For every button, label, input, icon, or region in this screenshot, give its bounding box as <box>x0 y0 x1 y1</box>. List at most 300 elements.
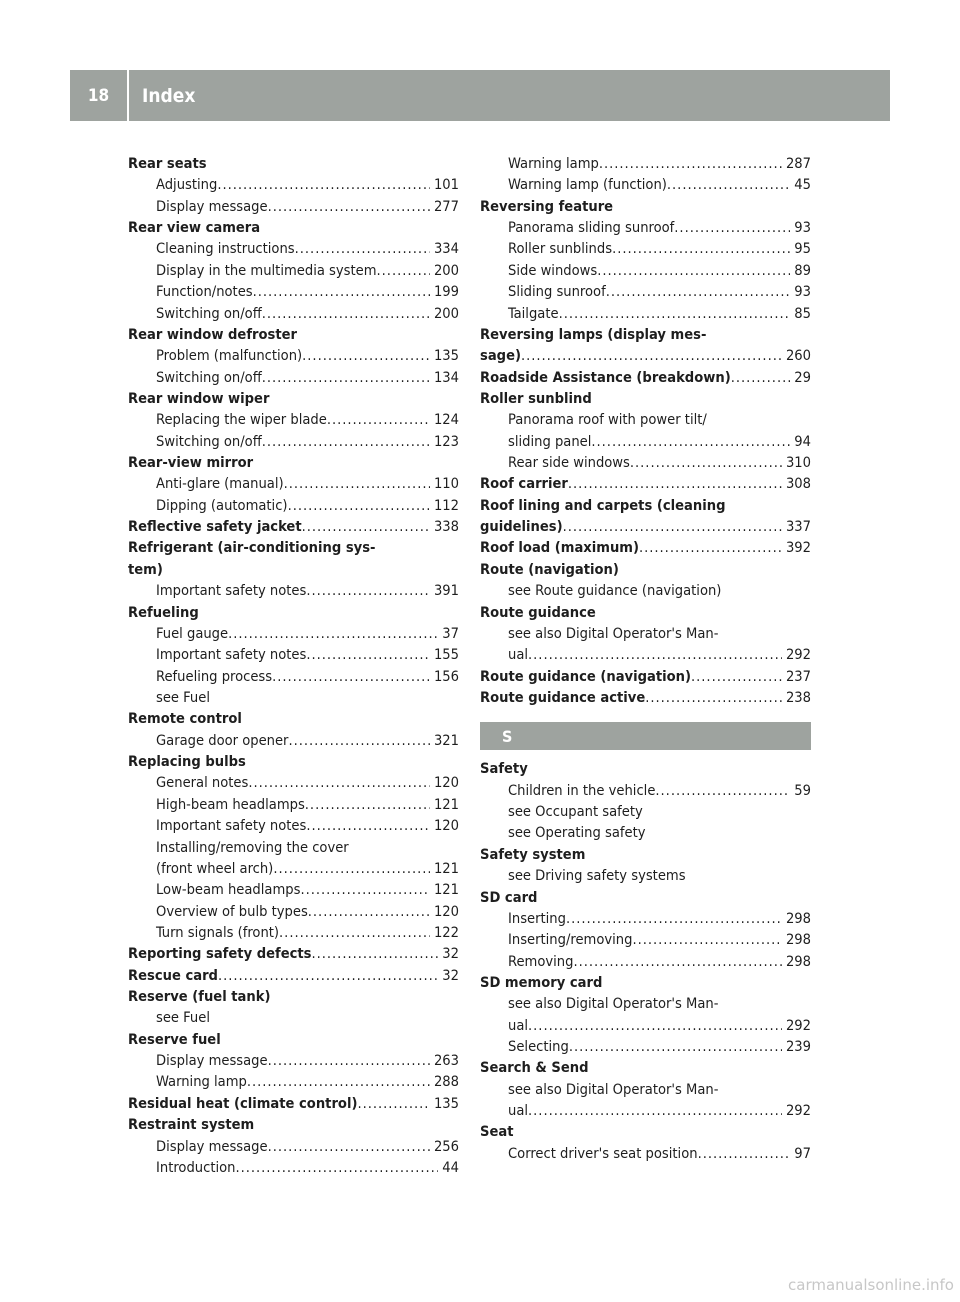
entry-text: Inserting/removing <box>508 931 633 949</box>
index-subentry[interactable] <box>480 452 811 473</box>
header-divider <box>127 70 129 121</box>
entry-text: Rear window defroster <box>128 325 298 343</box>
entry-text: see also Digital Operator's Man- <box>508 995 719 1013</box>
page-ref[interactable]: 134 <box>433 368 459 386</box>
leader-dots <box>528 644 782 665</box>
entry-text: Roller sunblinds <box>508 240 613 258</box>
entry-text: Display message <box>156 1052 268 1070</box>
leader-dots <box>691 666 782 687</box>
page-ref[interactable]: 37 <box>442 624 459 642</box>
entry-text: Adjusting <box>156 176 218 194</box>
leader-dots <box>568 473 782 494</box>
page-ref[interactable]: 44 <box>442 1158 459 1176</box>
index-subentry[interactable] <box>480 1036 811 1057</box>
leader-dots <box>272 666 430 687</box>
page-ref[interactable]: 124 <box>433 411 459 429</box>
entry-text: Roof carrier <box>480 475 568 493</box>
entry-text: Children in the vehicle <box>508 781 656 799</box>
leader-dots <box>288 495 430 516</box>
entry-text: ual <box>508 646 529 664</box>
page-ref[interactable]: 199 <box>433 283 459 301</box>
entry-text: High-beam headlamps <box>156 795 305 813</box>
index-entry <box>128 559 459 580</box>
entry-text: Safety <box>480 760 528 778</box>
entry-text: Display message <box>156 197 268 215</box>
index-subentry[interactable] <box>128 879 459 900</box>
index-subentry <box>480 865 811 886</box>
leader-dots <box>305 794 430 815</box>
page-title: Index <box>142 84 196 107</box>
page-ref[interactable]: 277 <box>433 197 459 215</box>
entry-text: see Driving safety systems <box>508 867 686 885</box>
index-subentry[interactable] <box>128 730 459 751</box>
page-ref[interactable]: 200 <box>433 261 459 279</box>
page-ref[interactable]: 95 <box>794 240 811 258</box>
index-entry <box>128 1029 459 1050</box>
entry-text: Reserve (fuel tank) <box>128 988 271 1006</box>
entry-text: Display in the multimedia system <box>156 261 377 279</box>
index-subentry <box>480 822 811 843</box>
page-ref[interactable]: 97 <box>794 1144 811 1162</box>
entry-text: Roof lining and carpets (cleaning <box>480 496 726 514</box>
leader-dots <box>295 238 430 259</box>
leader-dots <box>247 1071 430 1092</box>
index-subentry[interactable] <box>128 666 459 687</box>
entry-text: sliding panel <box>508 432 592 450</box>
page-ref[interactable]: 292 <box>785 1016 811 1034</box>
page-ref[interactable]: 239 <box>785 1038 811 1056</box>
index-entry <box>128 217 459 238</box>
entry-text: Switching on/off <box>156 368 262 386</box>
page-ref[interactable]: 260 <box>785 347 811 365</box>
page-ref[interactable]: 120 <box>433 902 459 920</box>
page-ref[interactable]: 120 <box>433 817 459 835</box>
page-ref[interactable]: 288 <box>433 1073 459 1091</box>
page-ref[interactable]: 298 <box>785 909 811 927</box>
index-subentry[interactable] <box>128 772 459 793</box>
index-subentry[interactable] <box>128 794 459 815</box>
leader-dots <box>612 238 790 259</box>
index-subentry[interactable] <box>480 174 811 195</box>
leader-dots <box>632 929 781 950</box>
page-ref[interactable]: 308 <box>785 475 811 493</box>
entry-text: Reserve fuel <box>128 1030 221 1048</box>
index-entry[interactable] <box>128 1093 459 1114</box>
index-subentry[interactable] <box>480 238 811 259</box>
index-subentry <box>480 409 811 430</box>
entry-text: Route (navigation) <box>480 560 619 578</box>
leader-dots <box>253 281 430 302</box>
index-entry <box>480 388 811 409</box>
page-ref[interactable]: 120 <box>433 774 459 792</box>
entry-text: Panorama roof with power tilt/ <box>508 411 707 429</box>
entry-text: Overview of bulb types <box>156 902 308 920</box>
index-subentry[interactable] <box>128 303 459 324</box>
entry-text: see also Digital Operator's Man- <box>508 624 719 642</box>
index-subentry[interactable] <box>128 196 459 217</box>
leader-dots <box>218 965 438 986</box>
entry-text: Replacing the wiper blade <box>156 411 327 429</box>
entry-text: sage) <box>480 347 521 365</box>
entry-text: Inserting <box>508 909 566 927</box>
entry-text: Important safety notes <box>156 817 307 835</box>
index-subentry[interactable] <box>128 922 459 943</box>
leader-dots <box>569 1036 782 1057</box>
leader-dots <box>731 367 791 388</box>
index-subentry[interactable] <box>128 409 459 430</box>
leader-dots <box>300 879 430 900</box>
index-subentry <box>480 801 811 822</box>
index-subentry[interactable] <box>480 1015 811 1036</box>
index-subentry[interactable] <box>480 644 811 665</box>
index-subentry[interactable] <box>480 951 811 972</box>
entry-text: Reflective safety jacket <box>128 518 302 536</box>
page-ref[interactable]: 310 <box>785 454 811 472</box>
index-subentry[interactable] <box>128 623 459 644</box>
page-ref[interactable]: 93 <box>794 283 811 301</box>
entry-text: SD card <box>480 888 538 906</box>
index-entry[interactable] <box>128 965 459 986</box>
leader-dots <box>268 1136 430 1157</box>
page-ref[interactable]: 122 <box>433 923 459 941</box>
index-entry <box>128 1114 459 1135</box>
leader-dots <box>521 345 782 366</box>
leader-dots <box>262 303 430 324</box>
index-subentry[interactable] <box>480 908 811 929</box>
index-entry[interactable] <box>480 367 811 388</box>
leader-dots <box>279 922 430 943</box>
entry-text: Warning lamp (function) <box>508 176 667 194</box>
page-ref[interactable]: 135 <box>433 1094 459 1112</box>
entry-text: Correct driver's seat position <box>508 1144 698 1162</box>
entry-text: Roof load (maximum) <box>480 539 639 557</box>
leader-dots <box>377 260 430 281</box>
index-entry[interactable] <box>480 537 811 558</box>
index-entry <box>128 708 459 729</box>
page-ref[interactable]: 32 <box>442 966 459 984</box>
index-entry[interactable] <box>480 687 811 708</box>
index-subentry <box>128 1007 459 1028</box>
index-subentry[interactable] <box>128 580 459 601</box>
leader-dots <box>327 409 430 430</box>
index-subentry[interactable] <box>480 1100 811 1121</box>
entry-text: Low-beam headlamps <box>156 881 301 899</box>
entry-text: Selecting <box>508 1038 569 1056</box>
page-ref[interactable]: 89 <box>794 261 811 279</box>
page-ref[interactable]: 155 <box>433 646 459 664</box>
entry-text: Reporting safety defects <box>128 945 312 963</box>
entry-text: see Occupant safety <box>508 803 643 821</box>
entry-text: Garage door opener <box>156 731 289 749</box>
leader-dots <box>248 772 430 793</box>
index-subentry <box>480 580 811 601</box>
page-ref[interactable]: 298 <box>785 931 811 949</box>
index-subentry[interactable] <box>480 260 811 281</box>
entry-text: Rear window wiper <box>128 389 270 407</box>
entry-text: General notes <box>156 774 249 792</box>
entry-text: Important safety notes <box>156 582 307 600</box>
index-subentry[interactable] <box>480 431 811 452</box>
entry-text: Important safety notes <box>156 646 307 664</box>
index-subentry[interactable] <box>128 644 459 665</box>
index-entry <box>128 602 459 623</box>
page-ref[interactable]: 298 <box>785 952 811 970</box>
entry-text: see Route guidance (navigation) <box>508 582 722 600</box>
leader-dots <box>306 644 430 665</box>
index-entry[interactable] <box>480 666 811 687</box>
index-entry <box>480 972 811 993</box>
index-subentry[interactable] <box>480 929 811 950</box>
leader-dots <box>597 260 790 281</box>
index-subentry[interactable] <box>128 1050 459 1071</box>
index-subentry[interactable] <box>128 238 459 259</box>
index-subentry <box>128 687 459 708</box>
entry-text: Route guidance active <box>480 688 646 706</box>
page-ref[interactable]: 200 <box>433 304 459 322</box>
index-entry <box>480 758 811 779</box>
leader-dots <box>630 452 782 473</box>
index-entry <box>480 1121 811 1142</box>
index-entry <box>128 452 459 473</box>
entry-text: (front wheel arch) <box>156 859 274 877</box>
page-ref[interactable]: 287 <box>785 155 811 172</box>
page-ref[interactable]: 121 <box>433 795 459 813</box>
index-column-left <box>128 153 459 1178</box>
entry-text: Warning lamp <box>508 155 599 172</box>
entry-text: see Fuel <box>156 688 210 706</box>
leader-dots <box>528 1015 782 1036</box>
entry-text: Side windows <box>508 261 598 279</box>
index-subentry[interactable] <box>128 901 459 922</box>
index-subentry[interactable] <box>128 345 459 366</box>
index-subentry[interactable] <box>480 153 811 174</box>
index-entry <box>480 844 811 865</box>
page-ref[interactable]: 32 <box>442 945 459 963</box>
index-entry[interactable] <box>480 516 811 537</box>
entry-text: see Fuel <box>156 1009 210 1027</box>
leader-dots <box>262 367 430 388</box>
leader-dots <box>273 858 430 879</box>
entry-text: Roller sunblind <box>480 389 592 407</box>
leader-dots <box>308 901 430 922</box>
leader-dots <box>357 1093 429 1114</box>
entry-text: guidelines) <box>480 518 563 536</box>
index-entry <box>128 537 459 558</box>
entry-text: Function/notes <box>156 283 253 301</box>
leader-dots <box>302 516 430 537</box>
entry-text: Cleaning instructions <box>156 240 295 258</box>
index-subentry[interactable] <box>480 303 811 324</box>
leader-dots <box>284 473 430 494</box>
leader-dots <box>268 1050 430 1071</box>
entry-text: Search & Send <box>480 1059 589 1077</box>
page-ref[interactable]: 112 <box>433 496 459 514</box>
page-ref[interactable]: 238 <box>785 688 811 706</box>
leader-dots <box>217 174 430 195</box>
page-ref[interactable]: 123 <box>433 432 459 450</box>
leader-dots <box>288 730 429 751</box>
leader-dots <box>645 687 782 708</box>
leader-dots <box>639 537 782 558</box>
entry-text: Rescue card <box>128 966 218 984</box>
entry-text: Switching on/off <box>156 304 262 322</box>
page-ref[interactable]: 338 <box>433 518 459 536</box>
page-ref[interactable]: 263 <box>433 1052 459 1070</box>
index-entry[interactable] <box>480 473 811 494</box>
index-entry[interactable] <box>480 345 811 366</box>
index-subentry[interactable] <box>128 815 459 836</box>
page-ref[interactable]: 292 <box>785 1102 811 1120</box>
index-column-right <box>480 153 811 1164</box>
entry-text: Turn signals (front) <box>156 923 280 941</box>
page-ref[interactable]: 392 <box>785 539 811 557</box>
leader-dots <box>235 1157 438 1178</box>
leader-dots <box>559 303 791 324</box>
leader-dots <box>667 174 790 195</box>
entry-text: Rear seats <box>128 155 207 172</box>
entry-text: Tailgate <box>508 304 559 322</box>
entry-text: Refrigerant (air-conditioning sys- <box>128 539 376 557</box>
page-ref[interactable]: 135 <box>433 347 459 365</box>
index-subentry[interactable] <box>480 281 811 302</box>
entry-text: Remote control <box>128 710 242 728</box>
page-ref[interactable]: 337 <box>785 518 811 536</box>
page-ref[interactable]: 29 <box>794 368 811 386</box>
watermark: carmanualsonline.info <box>788 1276 954 1294</box>
entry-text: Display message <box>156 1137 268 1155</box>
entry-text: Reversing lamps (display mes- <box>480 325 707 343</box>
index-entry <box>128 153 459 174</box>
index-subentry <box>480 1079 811 1100</box>
leader-dots <box>528 1100 782 1121</box>
section-letter: S <box>480 722 811 750</box>
leader-dots <box>306 580 430 601</box>
entry-text: Seat <box>480 1123 514 1141</box>
entry-text: Installing/removing the cover <box>156 838 349 856</box>
entry-text: ual <box>508 1102 529 1120</box>
page-ref[interactable]: 237 <box>785 667 811 685</box>
entry-text: Refueling <box>128 603 199 621</box>
index-subentry[interactable] <box>128 281 459 302</box>
entry-text: Safety system <box>480 845 586 863</box>
entry-text: Introduction <box>156 1158 236 1176</box>
leader-dots <box>674 217 790 238</box>
page-ref[interactable]: 94 <box>794 432 811 450</box>
entry-text: Removing <box>508 952 574 970</box>
page-ref[interactable]: 101 <box>433 176 459 194</box>
leader-dots <box>591 431 790 452</box>
entry-text: Rear view camera <box>128 219 261 237</box>
page-ref[interactable]: 391 <box>433 582 459 600</box>
page-ref[interactable]: 110 <box>433 475 459 493</box>
page-ref[interactable]: 321 <box>433 731 459 749</box>
page-number: 18 <box>87 85 110 106</box>
entry-text: Residual heat (climate control) <box>128 1094 358 1112</box>
entry-text: Sliding sunroof <box>508 283 606 301</box>
page-ref[interactable]: 256 <box>433 1137 459 1155</box>
index-entry[interactable] <box>128 943 459 964</box>
entry-text: Fuel gauge <box>156 624 229 642</box>
page-ref[interactable]: 45 <box>794 176 811 194</box>
leader-dots <box>262 431 430 452</box>
page-ref[interactable]: 121 <box>433 881 459 899</box>
entry-text: Rear side windows <box>508 454 630 472</box>
entry-text: Switching on/off <box>156 432 262 450</box>
page-ref[interactable]: 156 <box>433 667 459 685</box>
index-entry <box>480 559 811 580</box>
leader-dots <box>599 153 782 174</box>
index-entry <box>128 751 459 772</box>
page-ref[interactable]: 121 <box>433 859 459 877</box>
page-ref[interactable]: 85 <box>794 304 811 322</box>
entry-text: Route guidance (navigation) <box>480 667 692 685</box>
entry-text: Replacing bulbs <box>128 753 246 771</box>
leader-dots <box>698 1143 791 1164</box>
leader-dots <box>268 196 430 217</box>
index-subentry[interactable] <box>128 1071 459 1092</box>
page-header <box>70 70 890 121</box>
index-entry <box>128 986 459 1007</box>
entry-text: Panorama sliding sunroof <box>508 219 675 237</box>
index-entry <box>480 495 811 516</box>
index-entry <box>128 388 459 409</box>
index-subentry[interactable] <box>128 495 459 516</box>
entry-text: Problem (malfunction) <box>156 347 303 365</box>
page-ref[interactable]: 292 <box>785 646 811 664</box>
page-ref[interactable]: 59 <box>794 781 811 799</box>
entry-text: Rear-view mirror <box>128 454 254 472</box>
leader-dots <box>573 951 781 972</box>
index-entry[interactable] <box>128 516 459 537</box>
page-ref[interactable]: 334 <box>433 240 459 258</box>
index-subentry <box>480 993 811 1014</box>
index-subentry[interactable] <box>128 174 459 195</box>
index-subentry[interactable] <box>128 1157 459 1178</box>
entry-text: tem) <box>128 560 163 578</box>
index-entry <box>480 887 811 908</box>
index-subentry[interactable] <box>480 1143 811 1164</box>
index-subentry <box>128 837 459 858</box>
entry-text: Refueling process <box>156 667 273 685</box>
leader-dots <box>655 780 790 801</box>
index-subentry[interactable] <box>128 260 459 281</box>
leader-dots <box>563 516 782 537</box>
index-subentry[interactable] <box>128 367 459 388</box>
entry-text: Reversing feature <box>480 197 614 215</box>
leader-dots <box>306 815 430 836</box>
index-entry <box>480 602 811 623</box>
entry-text: SD memory card <box>480 973 603 991</box>
index-entry <box>128 324 459 345</box>
index-subentry[interactable] <box>480 780 811 801</box>
entry-text: Warning lamp <box>156 1073 247 1091</box>
index-subentry[interactable] <box>128 473 459 494</box>
index-subentry[interactable] <box>128 1136 459 1157</box>
entry-text: Roadside Assistance (breakdown) <box>480 368 731 386</box>
page-ref[interactable]: 93 <box>794 219 811 237</box>
index-subentry[interactable] <box>128 858 459 879</box>
leader-dots <box>228 623 438 644</box>
leader-dots <box>566 908 782 929</box>
index-subentry[interactable] <box>128 431 459 452</box>
entry-text: Dipping (automatic) <box>156 496 288 514</box>
entry-text: ual <box>508 1016 529 1034</box>
entry-text: Route guidance <box>480 603 596 621</box>
entry-text: Anti-glare (manual) <box>156 475 284 493</box>
index-entry <box>480 324 811 345</box>
leader-dots <box>606 281 791 302</box>
index-subentry[interactable] <box>480 217 811 238</box>
